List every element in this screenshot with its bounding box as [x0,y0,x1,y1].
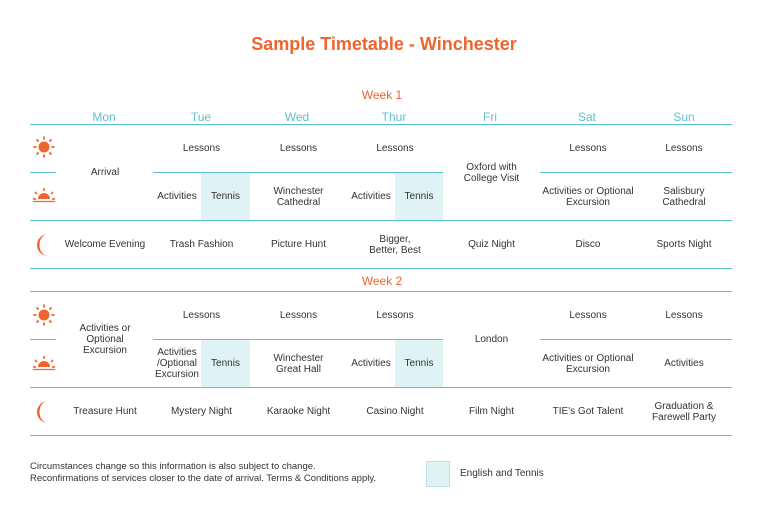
wed-afternoon: Winchester Great Hall [273,352,324,375]
fri-evening: Film Night [468,406,514,417]
grid-line [30,172,56,173]
mon-evening: Treasure Hunt [73,406,137,417]
page-title: Sample Timetable - Winchester [251,34,517,54]
week-2-label: Week 2 [361,274,403,288]
fri-day: London [474,334,509,345]
thu-tennis: Tennis [395,173,443,220]
mon-evening: Welcome Evening [64,239,146,250]
sunset-icon [32,187,56,203]
sun-afternoon: Activities [664,358,704,369]
sun-evening: Sports Night [656,239,712,250]
sat-afternoon: Activities or Optional Excursion [542,352,634,375]
mon-arrival: Arrival [90,167,120,178]
day-tue: Tue [190,110,212,124]
tue-afternoon: Activities [157,191,197,202]
wed-afternoon: Winchester Cathedral [273,185,324,208]
tue-evening: Trash Fashion [169,239,234,250]
footer-note-line2: Reconfirmations of services closer to the date of arrival. Terms & Conditions apply. [30,473,377,484]
sun-icon [33,304,55,326]
sun-evening: Graduation & Farewell Party [652,400,716,423]
tue-morning: Lessons [182,310,221,321]
wed-evening: Picture Hunt [270,239,327,250]
day-fri: Fri [483,110,497,124]
day-thu: Thur [381,110,407,124]
thu-morning: Lessons [376,310,414,321]
tue-tennis: Tennis [201,340,250,387]
week-1-label: Week 1 [361,88,403,102]
moon-icon [36,400,52,424]
legend-swatch [426,461,450,487]
fri-day: Oxford with College Visit [463,161,520,184]
grid-line [30,435,732,436]
day-sat: Sat [577,110,596,124]
tue-morning: Lessons [182,143,221,154]
sat-evening: Disco [575,239,601,250]
tue-afternoon: Activities /Optional Excursion [155,347,199,380]
day-sun: Sun [673,110,695,124]
wed-evening: Karaoke Night [266,406,331,417]
sat-afternoon: Activities or Optional Excursion [542,185,634,208]
sat-evening: TIE's Got Talent [552,406,624,417]
day-mon: Mon [92,110,116,124]
thu-evening: Bigger, Better, Best [369,233,421,256]
legend-label: English and Tennis [460,468,544,479]
sunset-icon [32,355,56,371]
sat-morning: Lessons [569,143,607,154]
day-wed: Wed [284,110,310,124]
grid-line [30,268,732,269]
sat-morning: Lessons [569,310,607,321]
fri-evening: Quiz Night [468,239,515,250]
thu-morning: Lessons [376,143,414,154]
thu-evening: Casino Night [366,406,424,417]
tue-tennis: Tennis [201,173,250,220]
moon-icon [36,233,52,257]
footer-note-line1: Circumstances change so this information is also subject to change. [30,461,316,472]
sun-morning: Lessons [665,310,703,321]
wed-morning: Lessons [279,143,318,154]
footer-note [30,461,376,485]
sun-icon [33,136,55,158]
thu-afternoon: Activities [351,191,391,202]
sun-morning: Lessons [665,143,703,154]
tue-evening: Mystery Night [170,406,233,417]
thu-tennis: Tennis [395,340,443,387]
sun-afternoon: Salisbury Cathedral [662,185,706,208]
thu-afternoon: Activities [351,358,391,369]
wed-morning: Lessons [279,310,318,321]
mon-day: Activities or Optional Excursion [79,323,131,356]
grid-line [30,339,56,340]
